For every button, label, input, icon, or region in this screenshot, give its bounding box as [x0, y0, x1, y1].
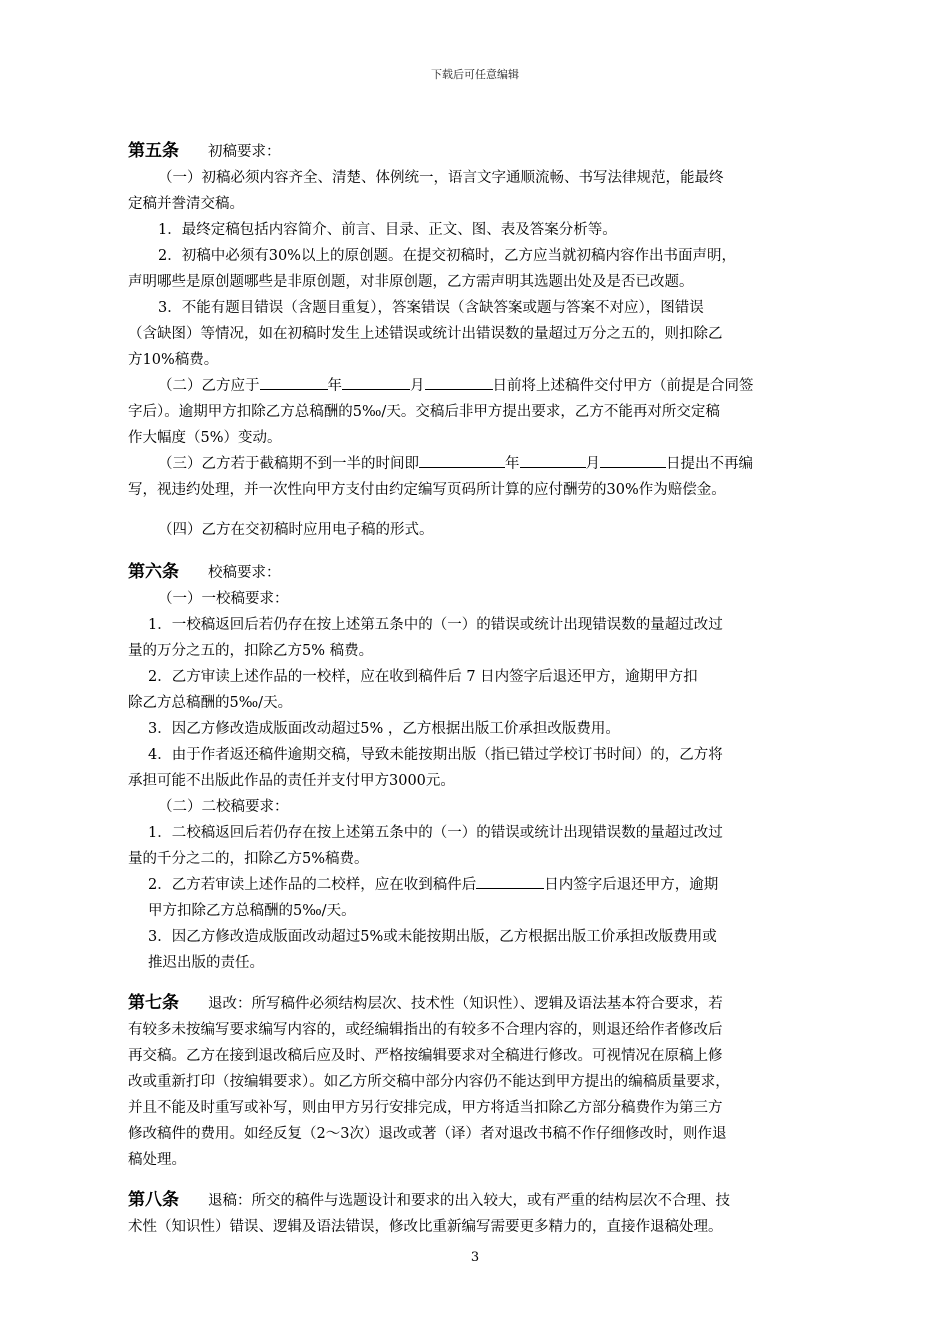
- blank-day: [425, 375, 493, 390]
- text-fragment: （二）乙方应于: [158, 378, 260, 394]
- paragraph-line: 推迟出版的责任。: [148, 955, 264, 971]
- paragraph-line: （含缺图）等情况，如在初稿时发生上述错误或统计出错误数的量超过万分之五的，则扣除乙: [128, 326, 723, 342]
- paragraph-line-with-blanks: [128, 872, 828, 898]
- page-header: 下载后可任意编辑: [431, 68, 519, 81]
- paragraph-line: 3．因乙方修改造成版面改动超过5% ，乙方根据出版工价承担改版费用。: [148, 721, 620, 737]
- paragraph-line: 2．乙方审读上述作品的一校样，应在收到稿件后 7 日内签字后退还甲方，逾期甲方扣: [148, 669, 698, 685]
- paragraph-line: 稿处理。: [128, 1152, 186, 1168]
- paragraph-line: 量的千分之二的，扣除乙方5%稿费。: [128, 851, 369, 867]
- paragraph-line: 除乙方总稿酬的5‰/天。: [128, 695, 293, 711]
- article-8-title: 第八条: [128, 1190, 179, 1210]
- text-fragment: 月: [585, 456, 600, 472]
- paragraph-line: 1．最终定稿包括内容简介、前言、目录、正文、图、表及答案分析等。: [158, 222, 617, 238]
- paragraph-line: 修改稿件的费用。如经反复（2～3次）退改或著（译）者对退改书稿不作仔细修改时，则作退: [128, 1126, 727, 1142]
- subsection-title: （二）二校稿要求：: [158, 799, 289, 815]
- paragraph-line: 承担可能不出版此作品的责任并支付甲方3000元。: [128, 773, 455, 789]
- paragraph-line: （四）乙方在交初稿时应用电子稿的形式。: [158, 522, 434, 538]
- article-7-title: 第七条: [128, 993, 179, 1013]
- text-fragment: 2．乙方若审读上述作品的二校样，应在收到稿件后: [148, 877, 477, 893]
- blank-year: [419, 453, 505, 468]
- text-fragment: 退稿：所交的稿件与选题设计和要求的出入较大，或有严重的结构层次不合理、技: [208, 1193, 730, 1209]
- text-fragment: （三）乙方若于截稿期不到一半的时间即: [158, 456, 419, 472]
- paragraph-line: 3．不能有题目错误（含题目重复），答案错误（含缺答案或题与答案不对应），图错误: [158, 300, 704, 316]
- paragraph-line: 字后）。逾期甲方扣除乙方总稿酬的5‰/天。交稿后非甲方提出要求，乙方不能再对所交定稿: [128, 404, 720, 420]
- paragraph-line: 1．一校稿返回后若仍存在按上述第五条中的（一）的错误或统计出现错误数的量超过改过: [148, 617, 723, 633]
- paragraph-line-with-blanks: [128, 451, 828, 477]
- text-fragment: 日前将上述稿件交付甲方（前提是合同签: [492, 378, 754, 394]
- subsection-title: （一）一校稿要求：: [158, 591, 289, 607]
- article-5-title: 第五条: [128, 141, 179, 161]
- article-7-line: [128, 990, 828, 1017]
- paragraph-line: 术性（知识性）错误、逻辑及语法错误，修改比重新编写需要更多精力的，直接作退稿处理。: [128, 1219, 723, 1235]
- paragraph-line: （一）初稿必须内容齐全、清楚、体例统一，语言文字通顺流畅、书写法律规范，能最终: [158, 170, 724, 186]
- text-fragment: 年: [327, 378, 342, 394]
- document-body: [128, 138, 828, 1240]
- paragraph-line: 3．因乙方修改造成版面改动超过5%或未能按期出版，乙方根据出版工价承担改版费用或: [148, 929, 717, 945]
- text-fragment: 年: [505, 456, 520, 472]
- text-fragment: 日提出不再编: [666, 456, 753, 472]
- blank-day: [600, 453, 666, 468]
- article-5-heading: [128, 138, 828, 165]
- paragraph-line: 改或重新打印（按编辑要求）。如乙方所交稿中部分内容仍不能达到甲方提出的编稿质量要求，: [128, 1074, 730, 1090]
- blank-days: [476, 874, 544, 889]
- page-number: 3: [470, 1250, 480, 1265]
- blank-year: [260, 375, 328, 390]
- text-fragment: 日内签字后退还甲方，逾期: [544, 877, 719, 893]
- paragraph-line: 声明哪些是原创题哪些是非原创题，对非原创题，乙方需声明其选题出处及是否已改题。: [128, 274, 694, 290]
- paragraph-line: 1．二校稿返回后若仍存在按上述第五条中的（一）的错误或统计出现错误数的量超过改过: [148, 825, 723, 841]
- article-6-head: 校稿要求：: [208, 565, 281, 581]
- paragraph-line-with-blanks: [128, 373, 828, 399]
- blank-month: [520, 453, 586, 468]
- article-6-title: 第六条: [128, 562, 179, 582]
- paragraph-line: 作大幅度（5%）变动。: [128, 430, 282, 446]
- paragraph-line: 方10%稿费。: [128, 352, 219, 368]
- article-8-line: [128, 1187, 828, 1214]
- paragraph-line: 并且不能及时重写或补写，则由甲方另行安排完成，甲方将适当扣除乙方部分稿费作为第三方: [128, 1100, 723, 1116]
- paragraph-line: 2．初稿中必须有30%以上的原创题。在提交初稿时，乙方应当就初稿内容作出书面声明，: [158, 248, 736, 264]
- text-fragment: 退改：所写稿件必须结构层次、技术性（知识性）、逻辑及语法基本符合要求，若: [208, 996, 723, 1012]
- blank-month: [342, 375, 410, 390]
- article-5-head: 初稿要求：: [208, 144, 281, 160]
- paragraph-line: 写，视违约处理，并一次性向甲方支付由约定编写页码所计算的应付酬劳的30%作为赔偿金。: [128, 482, 726, 498]
- paragraph-line: 4．由于作者返还稿件逾期交稿，导致未能按期出版（指已错过学校订书时间）的，乙方将: [148, 747, 723, 763]
- text-fragment: 月: [410, 378, 425, 394]
- paragraph-line: 甲方扣除乙方总稿酬的5‰/天。: [148, 903, 356, 919]
- article-6-heading: [128, 559, 828, 586]
- paragraph-line: 有较多未按编写要求编写内容的，或经编辑指出的有较多不合理内容的，则退还给作者修改后: [128, 1022, 723, 1038]
- paragraph-line: 再交稿。乙方在接到退改稿后应及时、严格按编辑要求对全稿进行修改。可视情况在原稿上修: [128, 1048, 723, 1064]
- paragraph-line: 定稿并誊清交稿。: [128, 196, 244, 212]
- paragraph-line: 量的万分之五的，扣除乙方5% 稿费。: [128, 643, 374, 659]
